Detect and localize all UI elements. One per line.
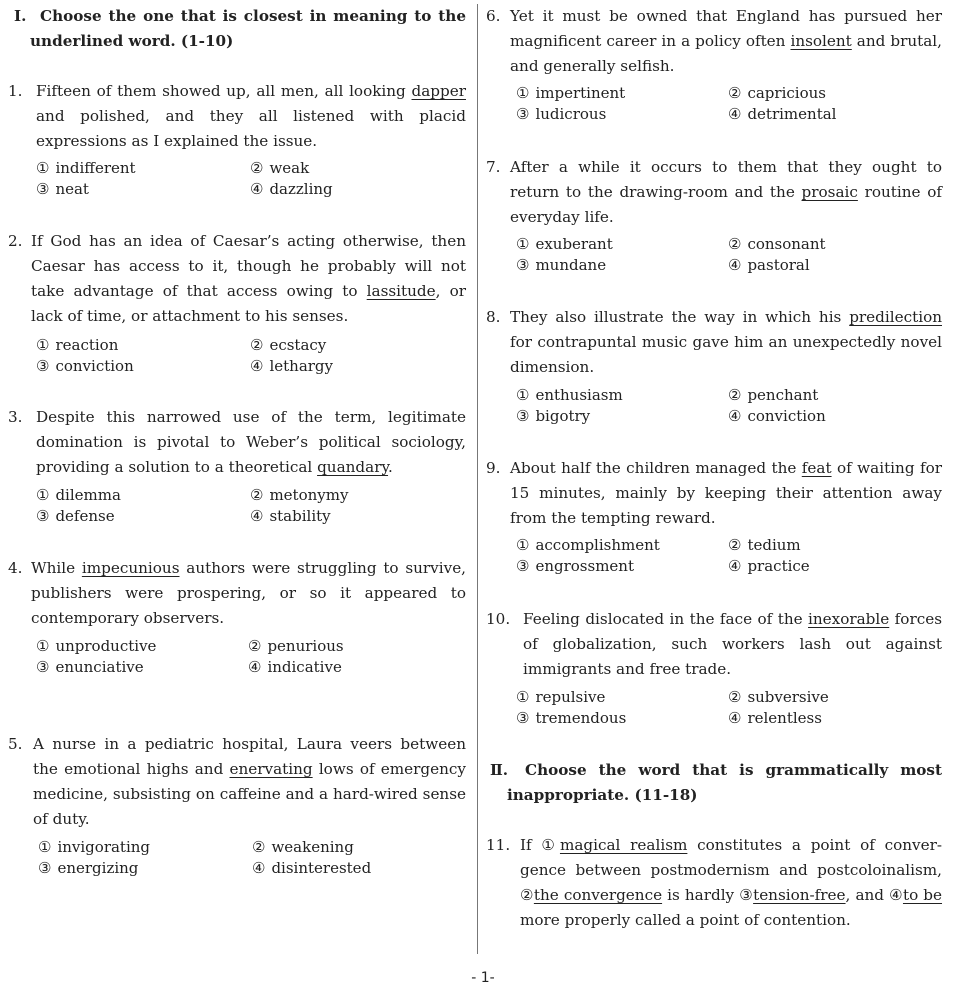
choice-marker-1: ① xyxy=(541,836,560,854)
option-2[interactable]: ② ecstacy xyxy=(250,336,327,354)
option-3[interactable]: ③ bigotry xyxy=(516,407,591,425)
option-1[interactable]: ① impertinent xyxy=(516,84,626,102)
option-3[interactable]: ③ conviction xyxy=(36,357,134,375)
question-number: 9. xyxy=(486,459,501,477)
section-marker: Ⅱ. xyxy=(490,761,509,779)
option-4[interactable]: ④ detrimental xyxy=(728,105,837,123)
option-3[interactable]: ③ tremendous xyxy=(516,709,627,727)
question-6 xyxy=(486,4,942,79)
option-4[interactable]: ④ pastoral xyxy=(728,256,810,274)
option-3[interactable]: ③ engrossment xyxy=(516,557,634,575)
option-4[interactable]: ④ conviction xyxy=(728,407,826,425)
question-stem: About half the children managed the feat of waiting for 15 minutes, mainly by keeping their attention away from the tempting reward. xyxy=(510,459,942,527)
underlined-word: quandary xyxy=(317,458,389,476)
option-4[interactable]: ④ disinterested xyxy=(252,859,372,877)
option-3[interactable]: ③ defense xyxy=(36,507,115,525)
section-marker: Ⅰ. xyxy=(14,7,27,25)
option-1[interactable]: ① unproductive xyxy=(36,637,157,655)
question-4 xyxy=(8,556,466,631)
question-number: 10. xyxy=(486,610,511,628)
question-2 xyxy=(8,229,466,329)
question-stem: While impecunious authors were struggling to survive, publishers were prospering, or so it appeared to contemporary observers. xyxy=(31,559,467,627)
option-1[interactable]: ① repulsive xyxy=(516,688,606,706)
page-number: - 1- xyxy=(471,970,495,986)
option-4[interactable]: ④ relentless xyxy=(728,709,822,727)
option-1[interactable]: ① exuberant xyxy=(516,235,613,253)
question-8 xyxy=(486,305,942,380)
choice-marker-4: ④ xyxy=(889,886,903,904)
option-4[interactable]: ④ practice xyxy=(728,557,810,575)
option-3[interactable]: ③ mundane xyxy=(516,256,607,274)
question-stem: They also illustrate the way in which his predilection for contrapuntal music gave him an unexpectedly novel dimension. xyxy=(510,308,942,376)
option-3[interactable]: ③ energizing xyxy=(38,859,139,877)
option-1[interactable]: ① dilemma xyxy=(36,486,121,504)
option-1[interactable]: ① enthusiasm xyxy=(516,386,623,404)
option-1[interactable]: ① indifferent xyxy=(36,159,136,177)
question-stem: Despite this narrowed use of the term, legitimate domination is pivotal to Weber’s political sociology, providing a solution to a theoretical quandary. xyxy=(36,408,466,476)
underlined-segment-1: magical realism xyxy=(559,836,688,854)
underlined-segment-3: tension-free xyxy=(753,886,846,904)
column-divider xyxy=(477,4,478,954)
option-1[interactable]: ① reaction xyxy=(36,336,119,354)
question-stem: Fifteen of them showed up, all men, all looking dapper and polished, and they all listened with placid expressions as I explained the issue. xyxy=(36,82,466,150)
underlined-word: feat xyxy=(801,459,832,477)
question-number: 8. xyxy=(486,308,501,326)
option-2[interactable]: ② consonant xyxy=(728,235,826,253)
question-stem: After a while it occurs to them that they ought to return to the drawing-room and the prosaic routine of everyday life. xyxy=(510,158,942,226)
section-2-heading xyxy=(490,758,942,808)
question-number: 7. xyxy=(486,158,501,176)
question-7 xyxy=(486,155,942,230)
underlined-word: lassitude xyxy=(366,282,436,300)
option-1[interactable]: ① invigorating xyxy=(38,838,151,856)
option-2[interactable]: ② capricious xyxy=(728,84,826,102)
underlined-word: prosaic xyxy=(801,183,858,201)
option-2[interactable]: ② tedium xyxy=(728,536,801,554)
underlined-word: impecunious xyxy=(81,559,180,577)
question-number: 1. xyxy=(8,82,23,100)
underlined-word: predilection xyxy=(849,308,942,326)
option-2[interactable]: ② metonymy xyxy=(250,486,349,504)
underlined-word: insolent xyxy=(790,32,852,50)
option-2[interactable]: ② weakening xyxy=(252,838,354,856)
option-4[interactable]: ④ indicative xyxy=(248,658,342,676)
option-2[interactable]: ② subversive xyxy=(728,688,829,706)
section-title: Choose the one that is closest in meaning to the underlined word. (1-10) xyxy=(30,7,466,50)
underlined-word: dapper xyxy=(411,82,466,100)
question-stem: Feeling dislocated in the face of the inexorable forces of globalization, such workers lash out against immigrants and free trade. xyxy=(523,610,942,678)
question-3 xyxy=(8,405,466,480)
underlined-segment-2: the convergence xyxy=(533,886,663,904)
question-9 xyxy=(486,456,942,531)
option-2[interactable]: ② weak xyxy=(250,159,310,177)
option-2[interactable]: ② penurious xyxy=(248,637,344,655)
underlined-word: enervating xyxy=(229,760,313,778)
question-11 xyxy=(486,833,942,933)
question-stem: If God has an idea of Caesar’s acting otherwise, then Caesar has access to it, though he probably will not take advantage of that access owing to lassitude, or lack of time, or attachment to his senses. xyxy=(31,232,467,325)
option-1[interactable]: ① accomplishment xyxy=(516,536,660,554)
question-number: 4. xyxy=(8,559,23,577)
question-number: 2. xyxy=(8,232,23,250)
choice-marker-3: ③ xyxy=(739,886,754,904)
question-stem: If ①magical realism constitutes a point of conver-gence between postmodernism and postcoloinalism, ②the convergence is hardly ③tension-free, and ④to be more properly called a point of contention. xyxy=(520,836,943,929)
question-stem: Yet it must be owned that England has pursued her magnificent career in a policy often insolent and brutal, and generally selfish. xyxy=(510,7,942,75)
question-number: 11. xyxy=(486,836,511,854)
option-3[interactable]: ③ neat xyxy=(36,180,89,198)
question-stem: A nurse in a pediatric hospital, Laura veers between the emotional highs and enervating lows of emergency medicine, subsisting on caffeine and a hard-wired sense of duty. xyxy=(33,735,466,828)
option-4[interactable]: ④ dazzling xyxy=(250,180,333,198)
question-10 xyxy=(486,607,942,682)
question-5 xyxy=(8,732,466,832)
question-1 xyxy=(8,79,466,154)
choice-marker-2: ② xyxy=(520,886,534,904)
option-4[interactable]: ④ stability xyxy=(250,507,331,525)
section-1-heading xyxy=(14,4,466,54)
question-number: 6. xyxy=(486,7,501,25)
underlined-word: inexorable xyxy=(808,610,890,628)
question-number: 5. xyxy=(8,735,23,753)
option-4[interactable]: ④ lethargy xyxy=(250,357,334,375)
option-3[interactable]: ③ ludicrous xyxy=(516,105,607,123)
question-number: 3. xyxy=(8,408,23,426)
option-3[interactable]: ③ enunciative xyxy=(36,658,144,676)
section-title: Choose the word that is grammatically most inappropriate. (11-18) xyxy=(507,761,942,804)
option-2[interactable]: ② penchant xyxy=(728,386,819,404)
underlined-segment-4: to be xyxy=(902,886,943,904)
